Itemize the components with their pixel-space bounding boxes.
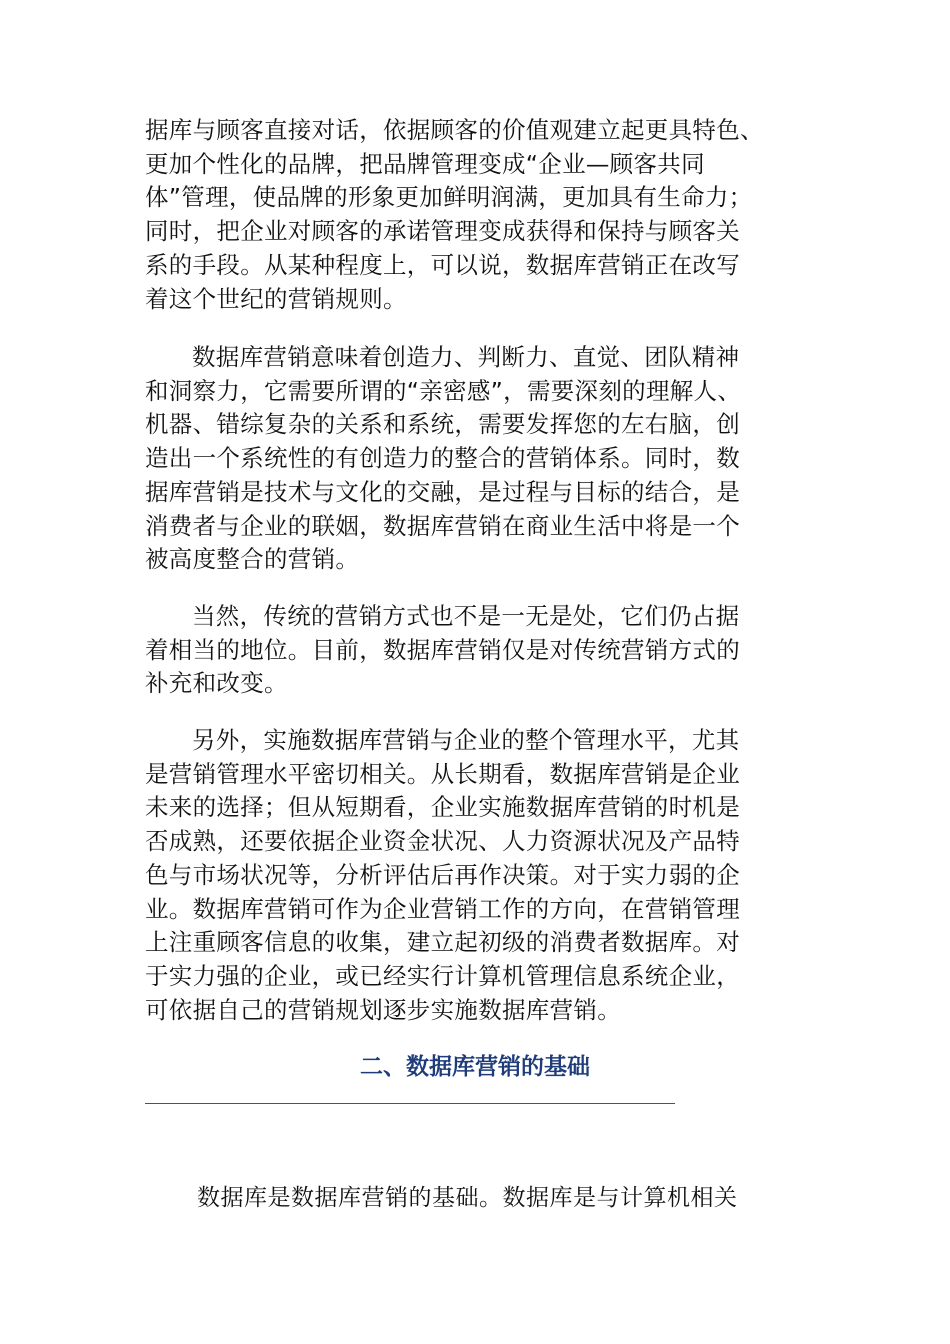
paragraph-2	[145, 341, 790, 577]
text-line: 否成熟，还要依据企业资金状况、人力资源状况及产品特	[145, 827, 740, 856]
text-line: 着这个世纪的营销规则。	[145, 284, 407, 313]
paragraph-3	[145, 600, 790, 701]
text-line: 体”管理，使品牌的形象更加鲜明润满，更加具有生命力；	[145, 183, 753, 212]
text-line: 更加个性化的品牌，把品牌管理变成“企业—顾客共同	[145, 149, 705, 178]
text-line: 当然，传统的营销方式也不是一无是处，它们仍占据	[192, 602, 740, 630]
text-line: 据库营销是技术与文化的交融，是过程与目标的结合，是	[145, 477, 740, 506]
text-line: 补充和改变。	[145, 669, 288, 698]
text-line: 被高度整合的营销。	[145, 545, 360, 574]
paragraph-1	[145, 114, 790, 316]
text-line: 着相当的地位。目前，数据库营销仅是对传统营销方式的	[145, 635, 740, 664]
heading-divider	[145, 1103, 675, 1104]
text-line: 业。数据库营销可作为企业营销工作的方向，在营销管理	[145, 894, 740, 923]
text-line: 系的手段。从某种程度上，可以说，数据库营销正在改写	[145, 250, 740, 279]
text-line: 数据库营销意味着创造力、判断力、直觉、团队精神	[192, 343, 740, 371]
text-line: 另外，实施数据库营销与企业的整个管理水平，尤其	[192, 726, 740, 754]
text-line: 消费者与企业的联姻，数据库营销在商业生活中将是一个	[145, 511, 740, 540]
text-line: 上注重顾客信息的收集，建立起初级的消费者数据库。对	[145, 928, 740, 957]
text-line: 色与市场状况等，分析评估后再作决策。对于实力弱的企	[145, 860, 740, 889]
text-line: 于实力强的企业，或已经实行计算机管理信息系统企业，	[145, 961, 740, 990]
text-line: 和洞察力，它需要所谓的“亲密感”，需要深刻的理解人、	[145, 376, 742, 405]
section-heading: 二、数据库营销的基础	[360, 1054, 590, 1080]
serif-paragraph: 数据库是数据库营销的基础。数据库是与计算机相关	[197, 1185, 738, 1211]
text-line: 可依据自己的营销规划逐步实施数据库营销。	[145, 995, 621, 1024]
paragraph-4	[145, 724, 790, 1027]
text-line: 据库与顾客直接对话，依据顾客的价值观建立起更具特色、	[145, 116, 764, 144]
text-line: 未来的选择；但从短期看，企业实施数据库营销的时机是	[145, 793, 740, 822]
text-line: 是营销管理水平密切相关。从长期看，数据库营销是企业	[145, 759, 740, 788]
text-line: 造出一个系统性的有创造力的整合的营销体系。同时，数	[145, 444, 740, 473]
text-line: 机器、错综复杂的关系和系统，需要发挥您的左右脑，创	[145, 410, 740, 439]
text-line: 同时，把企业对顾客的承诺管理变成获得和保持与顾客关	[145, 217, 740, 246]
